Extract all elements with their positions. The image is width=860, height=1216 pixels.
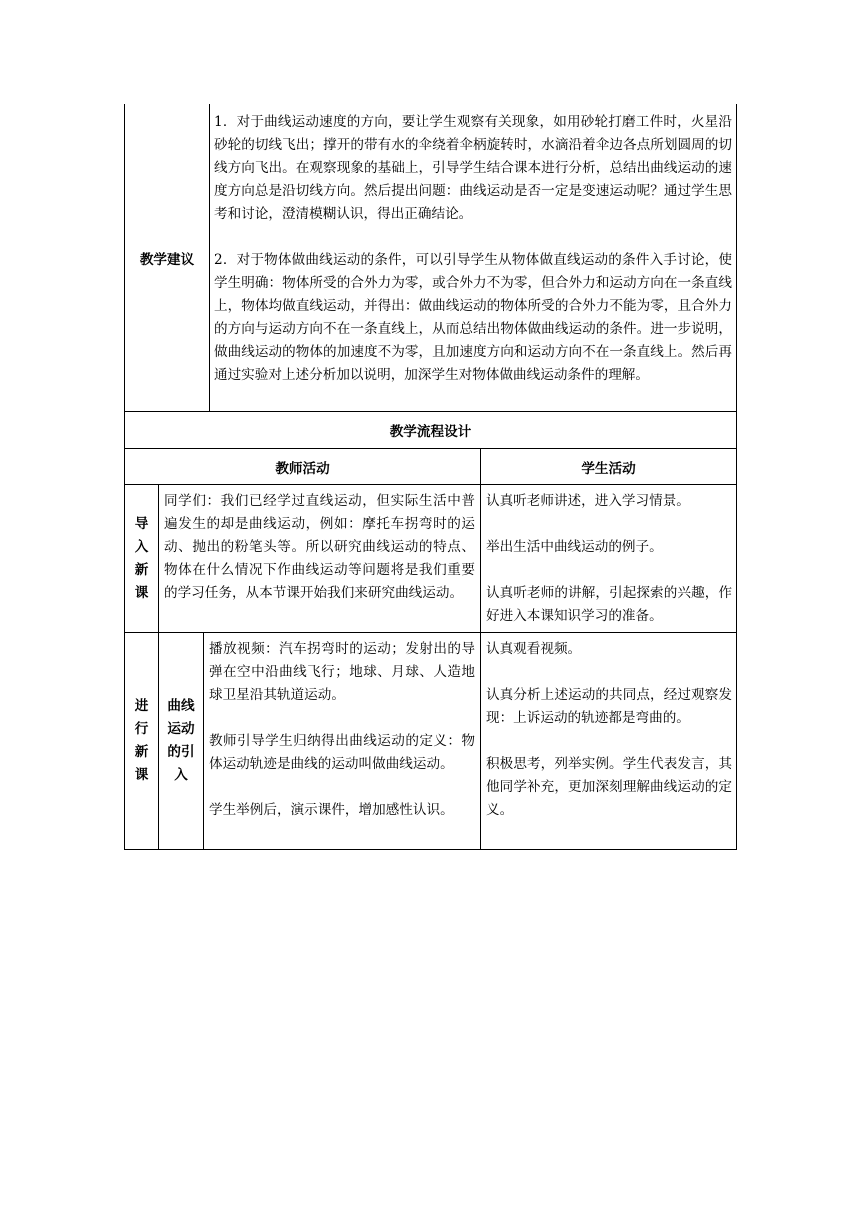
suggestions-label-text: 教学建议 <box>139 251 195 268</box>
table-border <box>124 484 737 485</box>
table-border <box>203 632 204 850</box>
new-lesson-student-item: 认真分析上述运动的共同点，经过观察发现：上诉运动的轨迹都是弯曲的。 <box>486 687 732 726</box>
new-lesson-label-char: 新 <box>134 744 149 760</box>
flow-title-text: 教学流程设计 <box>389 424 472 440</box>
new-lesson-teacher-item: 播放视频：汽车拐弯时的运动；发射出的导弹在空中沿曲线飞行；地球、月球、人造地球卫星沿其轨道运动。 <box>209 641 475 703</box>
intro-label-char: 入 <box>134 538 149 555</box>
sub-label-line: 曲线 <box>167 698 195 714</box>
intro-student-item: 举出生活中曲线运动的例子。 <box>486 539 663 555</box>
intro-label-char: 新 <box>134 561 149 578</box>
suggestion-paragraph-2: 2．对于物体做曲线运动的条件，可以引导学生从物体做直线运动的条件入手讨论，使学生明确：物体所受的合外力为零，或合外力不为零，但合外力和运动方向在一条直线上，物体均做直线运动，并得出：做曲线运动的物体所受的合外力不能为零，且合外力的方向与运动方向不在一条直线上，从而总结出物体做曲线运动的条件。进一步说明，做曲线运动的物体的加速度不为零，且加速度方向和运动方向不在一条直线上。然后再通过实验对上述分析加以说明，加深学生对物体做曲线运动条件的理解。 <box>214 252 732 383</box>
sub-label-line: 入 <box>174 767 188 783</box>
new-lesson-label-char: 进 <box>134 698 149 714</box>
intro-student-activity <box>486 490 732 628</box>
new-lesson-student-item: 认真观看视频。 <box>486 641 582 657</box>
teacher-activity-header-text: 教师活动 <box>275 460 330 477</box>
table-border <box>124 632 737 633</box>
intro-label-char: 导 <box>134 515 149 532</box>
table-border <box>480 448 481 850</box>
new-lesson-teacher-item: 学生举例后，演示课件，增加感性认识。 <box>209 802 454 818</box>
new-lesson-label-char: 课 <box>134 767 149 783</box>
student-activity-header <box>481 449 736 484</box>
intro-label <box>125 485 158 632</box>
table-border <box>124 849 737 850</box>
intro-label-char: 课 <box>134 584 149 601</box>
intro-student-item: 认真听老师讲述，进入学习情景。 <box>486 493 690 509</box>
teacher-activity-header <box>125 449 480 484</box>
student-activity-header-text: 学生活动 <box>581 460 636 477</box>
new-lesson-label-char: 行 <box>134 721 149 737</box>
intro-student-item: 认真听老师的讲解，引起探索的兴趣，作好进入本课知识学习的准备。 <box>486 585 732 624</box>
suggestions-content <box>214 111 732 387</box>
flow-title <box>125 412 736 448</box>
table-border <box>209 104 210 411</box>
new-lesson-teacher-activity <box>209 638 475 822</box>
new-lesson-student-item: 积极思考，列举实例。学生代表发言，其他同学补充，更加深刻理解曲线运动的定义。 <box>486 756 732 818</box>
sub-label-line: 的引 <box>167 744 195 760</box>
new-lesson-teacher-item: 教师引导学生归纳得出曲线运动的定义：物体运动轨迹是曲线的运动叫做曲线运动。 <box>209 733 475 772</box>
table-border <box>736 104 737 850</box>
new-lesson-student-activity <box>486 638 732 822</box>
intro-teacher-text: 同学们：我们已经学过直线运动，但实际生活中普遍发生的却是曲线运动，例如：摩托车拐弯时的运动、抛出的粉笔头等。所以研究曲线运动的特点、物体在什么情况下作曲线运动等问题将是我们重要的学习任务，从本节课开始我们来研究曲线运动。 <box>164 493 475 601</box>
intro-teacher-activity <box>164 490 475 605</box>
curve-motion-intro-label <box>159 633 203 849</box>
suggestions-label <box>125 104 209 411</box>
new-lesson-label <box>125 633 158 849</box>
suggestion-paragraph-1: 1．对于曲线运动速度的方向，要让学生观察有关现象，如用砂轮打磨工件时，火星沿砂轮的切线飞出；撑开的带有水的伞绕着伞柄旋转时，水滴沿着伞边各点所划圆周的切线方向飞出。在观察现象的基础上，引导学生结合课本进行分析，总结出曲线运动的速度方向总是沿切线方向。然后提出问题：曲线运动是否一定是变速运动呢？通过学生思考和讨论，澄清模糊认识，得出正确结论。 <box>214 114 732 222</box>
sub-label-line: 运动 <box>167 721 195 737</box>
